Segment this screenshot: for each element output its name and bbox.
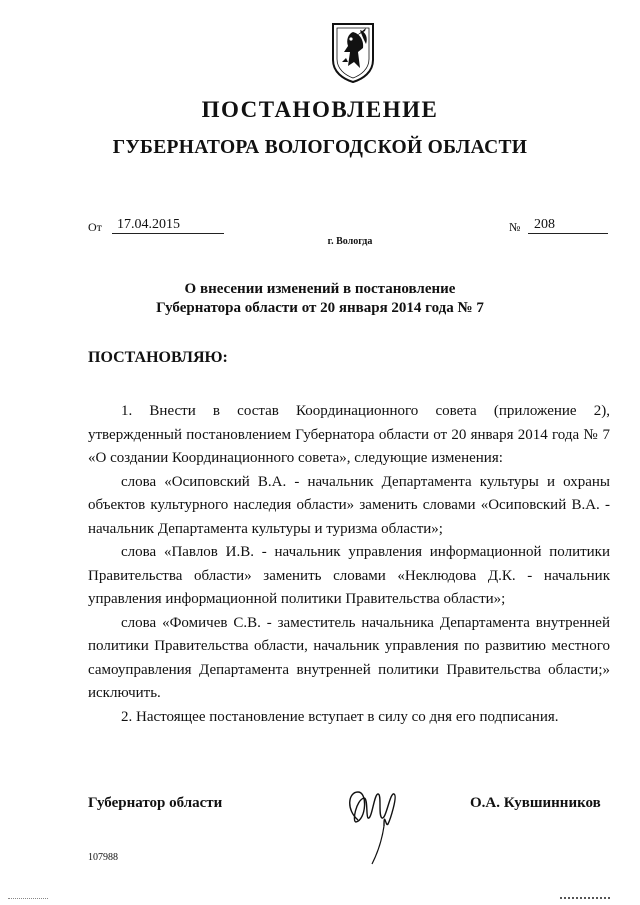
date-label: От (88, 220, 102, 234)
document-code: 107988 (88, 852, 118, 863)
document-body (88, 400, 610, 729)
coat-of-arms-icon (330, 22, 376, 84)
subject-line-1: О внесении изменений в постановление (184, 281, 456, 297)
city: г. Вологда (327, 236, 373, 247)
signatory-name: О.А. Кувшинников (470, 795, 601, 811)
document-date: 17.04.2015 (112, 217, 224, 234)
decree-word: ПОСТАНОВЛЯЮ: (88, 349, 228, 366)
document-number: 208 (528, 217, 608, 234)
number-label: № (509, 220, 521, 234)
scan-artifact (8, 898, 48, 902)
paragraph: 2. Настоящее постановление вступает в силу со дня его подписания. (121, 708, 559, 725)
handwritten-signature-icon (338, 780, 408, 866)
paragraph: слова «Фомичев С.В. - заместитель начальника Департамента внутренней политики Правительства области, начальник управления по развитию местного самоуправления Департамента внутренней политики Правительства области;» исключить. (88, 614, 610, 701)
scan-artifact (560, 897, 610, 902)
subject-line-2: Губернатора области от 20 января 2014 года № 7 (156, 300, 484, 316)
document-subtitle: ГУБЕРНАТОРА ВОЛОГОДСКОЙ ОБЛАСТИ (112, 137, 528, 158)
document-title: ПОСТАНОВЛЕНИЕ (201, 97, 439, 122)
paragraph: 1. Внести в состав Координационного совета (приложение 2), утвержденный постановлением Губернатора области от 20 января 2014 года № 7 «О создании Координационного совета», следующие изменения: (88, 403, 610, 466)
paragraph: слова «Павлов И.В. - начальник управления информационной политики Правительства области» заменить словами «Неклюдова Д.К. - начальник управления информационной политики Правительства области»; (88, 544, 610, 607)
signatory-position: Губернатор области (88, 795, 223, 811)
paragraph: слова «Осиповский В.А. - начальник Департамента культуры и охраны объектов культурного наследия области» заменить словами «Осиповский В.А. - начальник Департамента культуры и туризма области»; (88, 473, 610, 537)
